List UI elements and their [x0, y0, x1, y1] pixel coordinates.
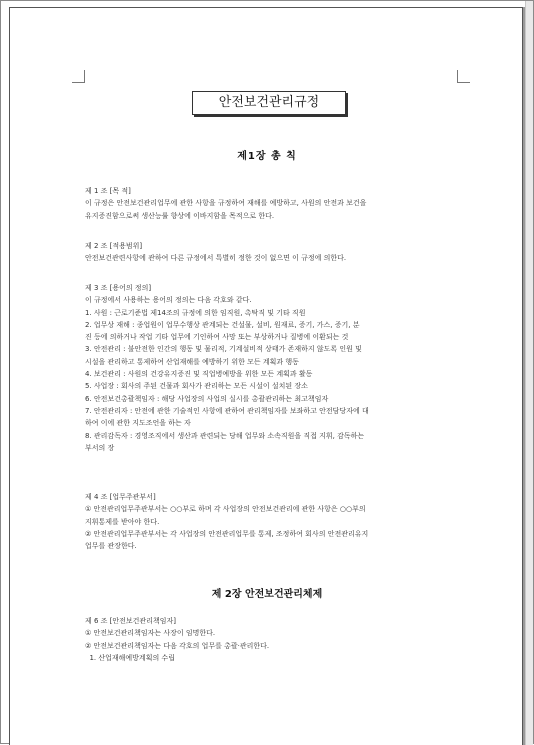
article-heading: 제 4 조 [업무주관부서] [85, 493, 156, 501]
text-line: 3. 안전관리 : 불안전한 인간의 행동 및 물리적, 기계설비적 상태가 존재하지 않도록 인원 및 [85, 345, 362, 354]
text-line: 이 규정에서 사용하는 용어의 정의는 다음 각호와 같다. [85, 296, 252, 305]
crop-mark-top-right [457, 70, 470, 83]
text-line: 1. 사원 : 근로기준법 제14조의 규정에 의한 임직원, 촉탁직 및 기타 직원 [85, 308, 306, 317]
text-line: 5. 사업장 : 회사의 주된 건물과 회사가 관리하는 모든 시설이 설치된 장소 [85, 382, 308, 391]
document-page [9, 7, 523, 745]
text-line: 1. 산업재해예방계획의 수립 [85, 653, 175, 662]
article-heading: 제 6 조 [안전보건관리책임자] [85, 617, 176, 625]
text-line: 지휘통제를 받아야 한다. [85, 517, 160, 526]
chapter-2-heading: 제 2장 안전보건관리체제 [211, 589, 323, 600]
article-3 [85, 282, 465, 454]
text-line: ② 안전보건관리책임자는 다음 각호의 업무를 총괄·관리한다. [85, 641, 270, 650]
text-line: 안전보건관련사항에 관하여 다른 규정에서 특별히 정한 것이 없으면 이 규정에 의한다. [85, 254, 347, 263]
text-line: 7. 안전관리자 : 안전에 관한 기술적인 사항에 관하여 관리책임자를 보좌하고 안전담당자에 대 [85, 406, 369, 415]
text-line: 업무를 관장한다. [85, 542, 137, 551]
text-line: 부서의 장 [85, 443, 115, 452]
text-line: 유지증진함으로써 생산능률 향상에 이바지함을 목적으로 한다. [85, 211, 275, 220]
article-1 [85, 185, 465, 222]
article-6 [85, 615, 465, 664]
document-title: 안전보건관리규정 [192, 91, 346, 115]
article-heading: 제 3 조 [용어의 정의] [85, 284, 152, 292]
article-4 [85, 491, 465, 552]
text-line: 진 등에 의하거나 작업 기타 업무에 기인하여 사망 또는 부상하거나 질병에 이환되는 것 [85, 333, 349, 342]
article-2 [85, 240, 465, 265]
text-line: 4. 보건관리 : 사원의 건강유지증진 및 직업병예방을 위한 모든 계획과 활동 [85, 370, 313, 379]
text-line: ② 안전관리업무주관부서는 각 사업장의 안전관리업무를 통제, 조정하여 회사의 안전관리유지 [85, 529, 369, 538]
crop-mark-top-left [72, 70, 85, 83]
chapter-1-heading: 제1장 총 칙 [237, 151, 297, 162]
vertical-scrollbar[interactable] [525, 1, 533, 745]
text-line: 8. 관리감독자 : 경영조직에서 생산과 관련되는 당해 업무와 소속직원을 직접 지휘, 감독하는 [85, 431, 365, 440]
text-line: ① 안전보건관리책임자는 사장이 임명한다. [85, 629, 216, 638]
text-line: 시설을 관리하고 통제하여 산업재해를 예방하기 위한 모든 계획과 행동 [85, 357, 299, 366]
text-line: 6. 안전보건총괄책임자 : 해당 사업장의 사업의 실시를 총괄관리하는 최고책임자 [85, 394, 329, 403]
text-line: ① 안전관리업무주관부서는 ○○부로 하며 각 사업장의 안전보건관리에 관한 사항은 ○○부의 [85, 505, 366, 514]
text-line: 2. 업무상 재해 : 종업원이 업무수행상 관계되는 건설물, 설비, 원재료, 증기, 가스, 증기, 분 [85, 320, 360, 329]
text-line: 이 규정은 안전보건관리업무에 관한 사항을 규정하여 재해를 예방하고, 사원의 안전과 보건을 [85, 199, 367, 208]
article-heading: 제 1 조 [목 적] [85, 187, 131, 195]
text-line: 하여 이에 관한 지도조언을 하는 자 [85, 419, 191, 428]
article-heading: 제 2 조 [적용범위] [85, 242, 143, 250]
